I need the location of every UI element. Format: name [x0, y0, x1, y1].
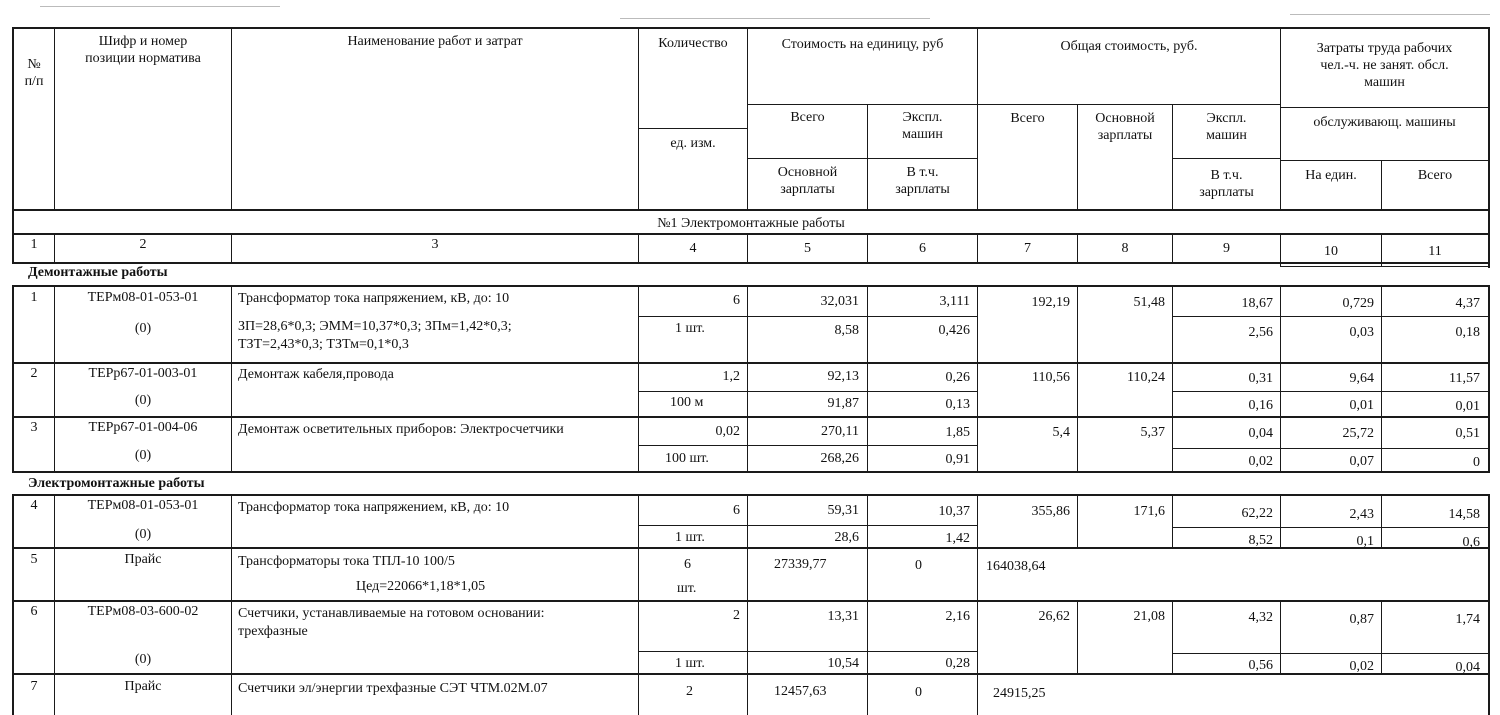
- row-uc-total: 59,31: [827, 503, 859, 518]
- row-labor-unit-mach: 0,02: [1349, 659, 1374, 674]
- row-labor-total-mach: 0: [1473, 455, 1480, 470]
- grid-line: [12, 209, 1490, 211]
- row-tc-wage: 110,24: [1127, 370, 1165, 385]
- grid-line: [1488, 286, 1490, 472]
- row-name: Трансформатор тока напряжением, кВ, до: 10: [238, 500, 510, 515]
- row-tc-wage: 51,48: [1133, 295, 1165, 310]
- row-number: 4: [30, 498, 38, 513]
- row-tc-incl: 0,16: [1248, 398, 1273, 413]
- row-labor-total-mach: 0,18: [1455, 325, 1480, 340]
- header-tc-total: Всего: [1010, 111, 1045, 126]
- grid-line: [1172, 527, 1489, 528]
- grid-line: [1172, 653, 1489, 654]
- header-name: Наименование работ и затрат: [347, 34, 523, 49]
- row-uc-wage: 91,87: [827, 396, 859, 411]
- grid-line: [12, 471, 1490, 473]
- row-labor-unit: 25,72: [1342, 426, 1374, 441]
- row-code: ТЕРр67-01-004-06: [88, 420, 198, 435]
- row-name: Счетчики, устанавливаемые на готовом основании:: [238, 606, 545, 621]
- row-name-formula: ТЗТ=2,43*0,3; ТЗТм=0,1*0,3: [238, 337, 409, 352]
- row-tc-mach: 18,67: [1241, 296, 1273, 311]
- row-tc-incl: 0,56: [1248, 658, 1273, 673]
- row-tc-total: 26,62: [1038, 609, 1070, 624]
- grid-line: [1173, 158, 1280, 159]
- row-unit: 100 шт.: [665, 451, 709, 466]
- grid-line: [12, 494, 1490, 496]
- grid-line: [638, 495, 639, 715]
- row-labor-total: 4,37: [1455, 296, 1480, 311]
- row-number: 1: [30, 290, 38, 305]
- grid-line: [638, 445, 978, 446]
- col-number: 2: [139, 237, 147, 252]
- grid-line: [1172, 448, 1489, 449]
- grid-line: [638, 28, 639, 210]
- header-uc-mach: Экспл. машин: [902, 110, 943, 142]
- grid-line: [12, 233, 1490, 235]
- header-unit-cost: Стоимость на единицу, руб: [781, 37, 944, 52]
- row-code-sub: (0): [134, 393, 152, 408]
- row-labor-unit: 0,87: [1349, 612, 1374, 627]
- row-labor-unit: 0,729: [1342, 296, 1374, 311]
- row-uc-total: 32,031: [820, 294, 859, 309]
- row-uc-wage: 28,6: [834, 530, 859, 545]
- grid-line: [638, 651, 978, 652]
- grid-line: [12, 416, 1490, 418]
- row-name: Демонтаж кабеля,провода: [238, 367, 394, 382]
- row-name-formula: Цед=22066*1,18*1,05: [356, 579, 486, 594]
- header-labor-unit: На един.: [1305, 168, 1357, 183]
- row-name: Трансформаторы тока ТПЛ-10 100/5: [238, 554, 455, 569]
- header-num: № п/п: [24, 57, 44, 89]
- row-qty: 0,02: [715, 424, 740, 439]
- row-code: Прайс: [124, 552, 162, 567]
- row-uc-incl: 0,13: [945, 397, 970, 412]
- row-tc-total: 5,4: [1052, 425, 1070, 440]
- row-name-formula: ЗП=28,6*0,3; ЭММ=10,37*0,3; ЗПм=1,42*0,3;: [238, 319, 512, 334]
- row-qty: 2: [686, 684, 693, 699]
- header-uc-wage: Основной зарплаты: [777, 165, 838, 197]
- row-name-2: трехфазные: [238, 624, 308, 639]
- row-name: Счетчики эл/энергии трехфазные СЭТ ЧТМ.02М.07: [238, 681, 548, 696]
- row-uc-incl: 0,426: [938, 323, 970, 338]
- row-tc-wage: 21,08: [1133, 609, 1165, 624]
- header-unit: ед. изм.: [670, 136, 716, 151]
- row-unit: шт.: [677, 581, 697, 596]
- row-code-sub: (0): [134, 321, 152, 336]
- grid-line: [1172, 316, 1489, 317]
- row-uc-total: 13,31: [827, 609, 859, 624]
- row-number: 2: [30, 366, 38, 381]
- row-uc-wage: 10,54: [827, 656, 859, 671]
- grid-line: [978, 104, 1280, 105]
- row-uc-mach: 2,16: [945, 609, 970, 624]
- row-name: Демонтаж осветительных приборов: Электросчетчики: [238, 422, 564, 437]
- col-number: 3: [431, 237, 439, 252]
- row-tc-mach: 4,32: [1248, 610, 1273, 625]
- row-uc-wage: 8,58: [834, 323, 859, 338]
- grid-line: [638, 316, 978, 317]
- row-unit: 1 шт.: [675, 530, 705, 545]
- grid-line: [748, 104, 977, 105]
- header-uc-incl: В т.ч. зарплаты: [895, 165, 950, 197]
- row-qty: 6: [684, 557, 691, 572]
- header-tc-mach: Экспл. машин: [1206, 111, 1247, 143]
- col-number: 10: [1324, 244, 1338, 259]
- col-number: 8: [1121, 241, 1129, 256]
- header-total-cost: Общая стоимость, руб.: [1060, 39, 1198, 54]
- row-tc-mach: 0,31: [1248, 371, 1273, 386]
- row-qty: 6: [733, 503, 740, 518]
- scan-artifact: [40, 6, 280, 7]
- row-labor-unit: 2,43: [1349, 507, 1374, 522]
- scan-artifact: [620, 18, 930, 19]
- row-code: ТЕРм08-03-600-02: [87, 604, 199, 619]
- row-uc-mach: 0: [915, 558, 922, 573]
- row-uc-total: 12457,63: [774, 684, 827, 699]
- row-name: Трансформатор тока напряжением, кВ, до: 10: [238, 291, 510, 306]
- row-tc-total: 110,56: [1032, 370, 1070, 385]
- row-code: ТЕРр67-01-003-01: [88, 366, 198, 381]
- row-uc-incl: 0,28: [945, 656, 970, 671]
- row-tc-mach: 0,04: [1248, 426, 1273, 441]
- row-unit: 100 м: [670, 395, 704, 410]
- col-number: 6: [919, 241, 926, 256]
- row-labor-total-mach: 0,01: [1455, 399, 1480, 414]
- col-number: 7: [1024, 241, 1031, 256]
- row-uc-total: 92,13: [827, 369, 859, 384]
- row-labor-total-mach: 0,6: [1462, 535, 1480, 550]
- grid-line: [1281, 107, 1489, 108]
- header-labor-mach: обслуживающ. машины: [1313, 115, 1456, 130]
- section-title: №1 Электромонтажные работы: [657, 216, 845, 231]
- row-number: 5: [30, 552, 38, 567]
- row-tc-total: 24915,25: [993, 686, 1046, 701]
- row-code-sub: (0): [134, 448, 152, 463]
- grid-line: [231, 28, 232, 210]
- header-tc-incl: В т.ч. зарплаты: [1199, 168, 1254, 200]
- row-tc-wage: 171,6: [1133, 504, 1165, 519]
- grid-line: [12, 362, 1490, 364]
- grid-line: [1488, 495, 1490, 715]
- row-number: 6: [30, 604, 38, 619]
- row-qty: 6: [733, 293, 740, 308]
- row-tc-mach: 62,22: [1241, 506, 1273, 521]
- group-title: Электромонтажные работы: [28, 476, 205, 491]
- group-title: Демонтажные работы: [28, 265, 168, 280]
- row-labor-total: 1,74: [1455, 612, 1480, 627]
- grid-line: [1281, 266, 1489, 267]
- col-number: 4: [689, 241, 697, 256]
- col-number: 5: [804, 241, 811, 256]
- row-labor-unit: 9,64: [1349, 371, 1374, 386]
- row-code-sub: (0): [134, 652, 152, 667]
- row-tc-incl: 2,56: [1248, 325, 1273, 340]
- row-labor-unit-mach: 0,1: [1356, 534, 1374, 549]
- header-labor: Затраты труда рабочих чел.-ч. не занят. обсл. машин: [1316, 41, 1453, 90]
- row-code-sub: (0): [134, 527, 152, 542]
- grid-line: [231, 495, 232, 715]
- row-code: ТЕРм08-01-053-01: [87, 498, 199, 513]
- header-qty: Количество: [658, 36, 728, 51]
- row-uc-wage: 268,26: [820, 451, 859, 466]
- row-uc-total: 27339,77: [774, 557, 827, 572]
- row-qty: 2: [733, 608, 740, 623]
- grid-line: [12, 285, 1490, 287]
- grid-line: [748, 158, 977, 159]
- row-code: ТЕРм08-01-053-01: [87, 290, 199, 305]
- header-labor-total: Всего: [1417, 168, 1453, 183]
- row-uc-mach: 3,111: [939, 294, 970, 309]
- row-number: 3: [30, 420, 38, 435]
- row-code: Прайс: [124, 679, 162, 694]
- row-number: 7: [30, 679, 38, 694]
- scan-artifact: [1290, 14, 1490, 15]
- row-tc-wage: 5,37: [1140, 425, 1165, 440]
- header-tc-wage: Основной зарплаты: [1095, 111, 1155, 143]
- grid-line: [639, 128, 747, 129]
- grid-line: [977, 495, 978, 715]
- row-tc-incl: 8,52: [1248, 533, 1273, 548]
- header-uc-total: Всего: [790, 110, 825, 125]
- row-uc-total: 270,11: [821, 424, 859, 439]
- grid-line: [1281, 160, 1489, 161]
- header-cipher: Шифр и номер позиции норматива: [85, 34, 201, 66]
- row-tc-total: 192,19: [1031, 295, 1070, 310]
- row-tc-total: 355,86: [1031, 504, 1070, 519]
- row-tc-total: 164038,64: [986, 559, 1046, 574]
- col-number: 11: [1428, 244, 1442, 259]
- row-uc-mach: 0: [915, 685, 922, 700]
- grid-line: [867, 495, 868, 715]
- grid-line: [747, 495, 748, 715]
- row-unit: 1 шт.: [675, 656, 705, 671]
- row-qty: 1,2: [722, 369, 740, 384]
- header-top-border: [12, 27, 1490, 29]
- table-right-border: [1488, 28, 1490, 268]
- grid-line: [1172, 391, 1489, 392]
- row-uc-mach: 0,26: [945, 370, 970, 385]
- grid-line: [638, 391, 978, 392]
- grid-line: [12, 262, 1490, 264]
- grid-line: [231, 286, 232, 472]
- row-labor-unit-mach: 0,01: [1349, 398, 1374, 413]
- col-number: 9: [1223, 241, 1230, 256]
- row-unit: 1 шт.: [675, 321, 705, 336]
- row-labor-total: 0,51: [1455, 426, 1480, 441]
- row-tc-incl: 0,02: [1248, 454, 1273, 469]
- col-number: 1: [30, 237, 38, 252]
- row-labor-total: 11,57: [1449, 371, 1480, 386]
- row-labor-unit-mach: 0,07: [1349, 454, 1374, 469]
- row-labor-unit-mach: 0,03: [1349, 325, 1374, 340]
- row-uc-mach: 1,85: [945, 425, 970, 440]
- row-uc-mach: 10,37: [938, 504, 970, 519]
- row-uc-incl: 0,91: [945, 452, 970, 467]
- row-uc-incl: 1,42: [945, 531, 970, 546]
- grid-line: [12, 600, 1490, 602]
- row-labor-total-mach: 0,04: [1455, 660, 1480, 675]
- grid-line: [638, 525, 978, 526]
- row-labor-total: 14,58: [1448, 507, 1480, 522]
